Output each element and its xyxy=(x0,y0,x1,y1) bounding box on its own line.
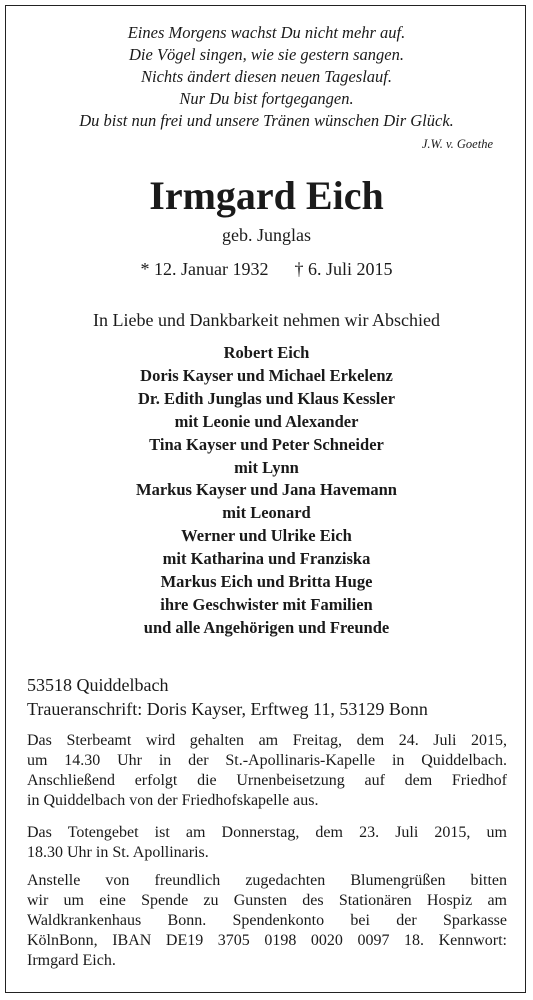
birth-date: * 12. Januar 1932 xyxy=(140,259,269,279)
place: 53518 Quiddelbach xyxy=(27,675,169,695)
mourners-list xyxy=(0,342,533,640)
mourner-line: Doris Kayser und Michael Erkelenz xyxy=(140,365,393,385)
mourner-line: mit Katharina und Franziska xyxy=(162,549,371,569)
mourner-line: Markus Eich und Britta Huge xyxy=(160,572,373,592)
mourner-line: mit Leonie und Alexander xyxy=(174,411,359,431)
mourning-address: Traueranschrift: Doris Kayser, Erftweg 11, 53129 Bonn xyxy=(27,699,428,719)
paragraph-line: Irmgard Eich. xyxy=(27,952,116,969)
poem-line: Eines Morgens wachst Du nicht mehr auf. xyxy=(127,23,406,42)
mourner-line: Tina Kayser und Peter Schneider xyxy=(149,434,384,454)
death-date: † 6. Juli 2015 xyxy=(294,259,393,279)
farewell-line: In Liebe und Dankbarkeit nehmen wir Abschied xyxy=(93,310,440,330)
paragraph-line: Das Sterbeamt wird gehalten am Freitag, dem 24. Juli 2015, xyxy=(27,732,507,749)
mourner-line: Markus Kayser und Jana Havemann xyxy=(136,480,397,500)
poem-line: Nichts ändert diesen neuen Tageslauf. xyxy=(141,67,392,86)
birth-name: geb. Junglas xyxy=(222,225,311,245)
mourner-line: Dr. Edith Junglas und Klaus Kessler xyxy=(137,388,396,408)
prayer-paragraph xyxy=(27,823,507,863)
paragraph-line: Anstelle von freundlich zugedachten Blumengrüßen bitten xyxy=(27,872,507,889)
poem-author: J.W. v. Goethe xyxy=(421,137,493,151)
mourner-line: Robert Eich xyxy=(223,343,310,362)
paragraph-line: 18.30 Uhr in St. Apollinaris. xyxy=(27,844,209,861)
mourner-line: mit Leonard xyxy=(222,503,311,523)
mourner-line: und alle Angehörigen und Freunde xyxy=(143,617,390,637)
mourner-line: Werner und Ulrike Eich xyxy=(181,526,352,546)
mourner-line: ihre Geschwister mit Familien xyxy=(160,594,373,614)
donation-paragraph xyxy=(27,871,507,971)
deceased-name: Irmgard Eich xyxy=(149,173,384,218)
address-block xyxy=(27,673,428,721)
funeral-paragraph xyxy=(27,731,507,811)
paragraph-line: in Quiddelbach von der Friedhofskapelle aus. xyxy=(27,792,319,809)
life-dates xyxy=(0,257,533,281)
poem-line: Die Vögel singen, wie sie gestern sangen. xyxy=(129,45,404,64)
poem-line: Nur Du bist fortgegangen. xyxy=(179,89,354,108)
paragraph-line: Waldkrankenhaus Bonn. Spendenkonto bei der Sparkasse xyxy=(27,912,507,929)
paragraph-line: wir um eine Spende zu Gunsten des Stationären Hospiz am xyxy=(27,892,507,909)
paragraph-line: Anschließend erfolgt die Urnenbeisetzung auf dem Friedhof xyxy=(27,772,507,789)
paragraph-line: KölnBonn, IBAN DE19 3705 0198 0020 0097 18. Kennwort: xyxy=(27,932,507,949)
mourner-line: mit Lynn xyxy=(234,457,299,477)
poem xyxy=(0,22,533,132)
poem-line: Du bist nun frei und unsere Tränen wünschen Dir Glück. xyxy=(79,111,454,130)
paragraph-line: um 14.30 Uhr in der St.-Apollinaris-Kapelle in Quiddelbach. xyxy=(27,752,507,769)
paragraph-line: Das Totengebet ist am Donnerstag, dem 23. Juli 2015, um xyxy=(27,824,507,841)
